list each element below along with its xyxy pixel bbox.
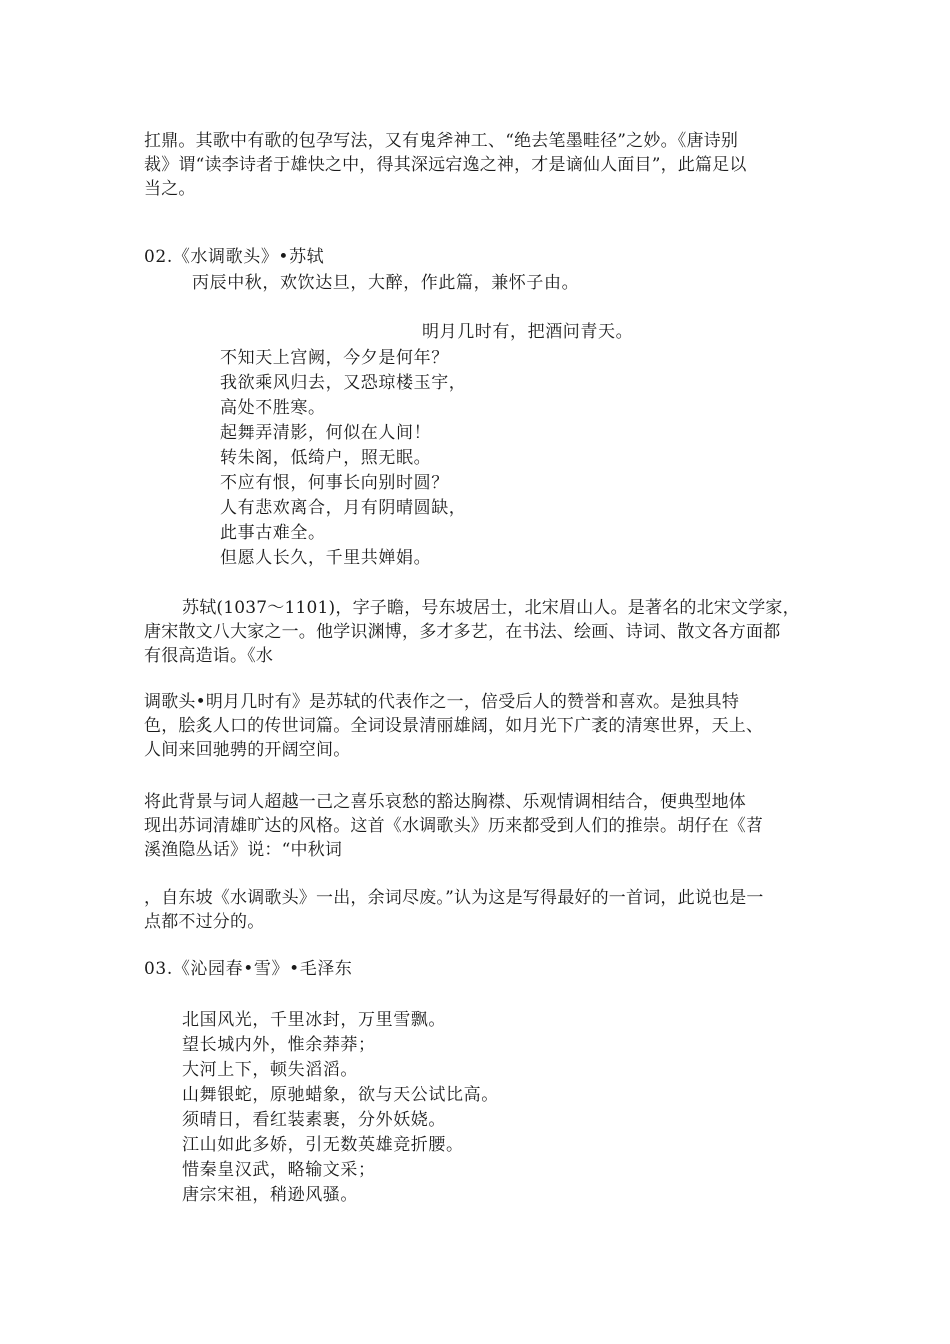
commentary-line: 调歌头•明月几时有》是苏轼的代表作之一，倍受后人的赞誉和喜欢。是独具特 [144,692,740,712]
poem-line: 我欲乘风归去，又恐琼楼玉宇， [220,373,467,393]
intro-line: 当之。 [144,179,196,199]
poem-line: 江山如此多娇，引无数英雄竞折腰。 [182,1135,464,1155]
commentary-line: 色，脍炙人口的传世词篇。全词设景清丽雄阔，如月光下广袤的清寒世界，天上、 [144,716,764,736]
poem-line: 不知天上宫阙，今夕是何年？ [220,348,449,368]
poem-line: 不应有恨，何事长向别时圆？ [220,473,449,493]
poem-heading: 02.《水调歌头》•苏轼 [144,247,325,267]
poem-line: 唐宗宋祖，稍逊风骚。 [182,1185,358,1205]
poem-line: 山舞银蛇，原驰蜡象，欲与天公试比高。 [182,1085,499,1105]
commentary-line: 现出苏词清雄旷达的风格。这首《水调歌头》历来都受到人们的推崇。胡仔在《苕 [144,816,764,836]
poem-line: 但愿人长久，千里共婵娟。 [220,548,432,568]
poem-line: 北国风光，千里冰封，万里雪飘。 [182,1010,446,1030]
commentary-line: 苏轼(1037～1101)，字子瞻，号东坡居士，北宋眉山人。是著名的北宋文学家， [182,598,800,618]
commentary-line: 点都不过分的。 [144,912,265,932]
poem-line: 起舞弄清影，何似在人间！ [220,423,432,443]
commentary-line: 人间来回驰骋的开阔空间。 [144,740,351,760]
intro-line: 扛鼎。其歌中有歌的包孕写法，又有鬼斧神工、“绝去笔墨畦径”之妙。《唐诗别 [144,131,739,151]
poem-heading: 03.《沁园春•雪》•毛泽东 [144,959,353,979]
poem-line: 大河上下，顿失滔滔。 [182,1060,358,1080]
poem-line: 人有悲欢离合，月有阴晴圆缺， [220,498,467,518]
poem-line: 此事古难全。 [220,523,326,543]
poem-line: 望长城内外，惟余莽莽； [182,1035,376,1055]
commentary-line: 溪渔隐丛话》说：“中秋词 [144,840,343,860]
intro-line: 裁》谓“读李诗者于雄快之中，得其深远宕逸之神，才是谪仙人面目”，此篇足以 [144,155,747,175]
commentary-line: ，自东坡《水调歌头》一出，余词尽废。”认为这是写得最好的一首词，此说也是一 [144,888,764,908]
poem-line: 惜秦皇汉武，略输文采； [182,1160,376,1180]
commentary-line: 有很高造诣。《水 [144,646,274,666]
poem-line: 须晴日，看红装素裹，分外妖娆。 [182,1110,446,1130]
poem-line: 高处不胜寒。 [220,398,326,418]
poem-preface: 丙辰中秋，欢饮达旦，大醉，作此篇，兼怀子由。 [192,273,580,293]
poem-first-line: 明月几时有，把酒问青天。 [422,322,634,342]
poem-line: 转朱阁，低绮户，照无眠。 [220,448,432,468]
commentary-line: 将此背景与词人超越一己之喜乐哀愁的豁达胸襟、乐观情调相结合，便典型地体 [144,792,746,812]
commentary-line: 唐宋散文八大家之一。他学识渊博，多才多艺，在书法、绘画、诗词、散文各方面都 [144,622,781,642]
